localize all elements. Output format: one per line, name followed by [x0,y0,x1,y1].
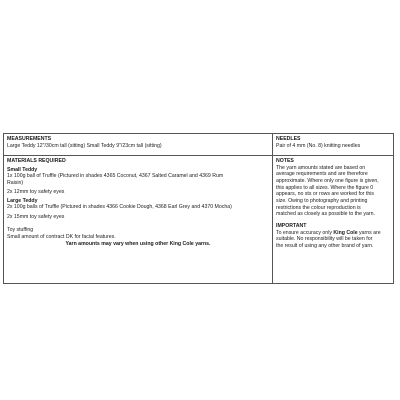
notes-line: restrictions the colour reproduction is [276,204,361,211]
contrast-yarn: Small amount of contract DK for facial features. [7,233,116,240]
notes-line: average requirements and are therefore [276,171,368,178]
large-teddy-yarn: 2x 100g balls of Truffle (Pictured in shades 4366 Cookie Dough, 4368 Earl Grey and 4370 Mocha) [7,204,232,211]
important-line: the result of using any other brand of yarn. [276,242,374,249]
materials-cell [4,156,272,284]
small-teddy-eyes: 2x 12mm toy safety eyes [7,189,65,196]
toy-stuffing: Toy stuffing [7,227,34,234]
brand-name: King Cole [333,229,358,236]
needles-heading: NEEDLES [276,136,301,142]
notes-line: this applies to all sizes. Where the figure 0 [276,184,374,191]
measurements-heading: MEASUREMENTS [7,136,52,142]
important-suffix: yarns are [357,229,381,236]
yarn-warning: Yarn amounts may vary when using other King Cole yarns. [65,240,211,247]
needles-text: Pair of 4 mm (No. 8) knitting needles [276,142,361,149]
needles-cell [273,134,394,156]
small-teddy-yarn-line-1: 1x 100g ball of Truffle (Pictured in shades 4365 Coconut, 4367 Salted Caramel and 4369 Rum [7,173,224,180]
notes-line: The yarn amounts stated are based on [276,164,366,171]
small-teddy-yarn-line-2: Raisin) [7,179,24,186]
large-teddy-eyes: 2x 15mm toy safety eyes [7,213,65,220]
pattern-info-table [3,133,394,284]
notes-heading: NOTES [276,158,294,164]
materials-heading: MATERIALS REQUIRED [7,158,66,164]
small-teddy-label: Small Teddy [7,166,38,173]
notes-line: matched as closely as possible to the yarn. [276,211,375,218]
measurements-cell [4,134,272,156]
notes-line: approximate. Where only one figure is given, [276,177,379,184]
large-teddy-label: Large Teddy [7,197,38,204]
important-line: suitable. No responsibility will be taken for [276,236,373,243]
notes-cell [273,156,394,284]
measurements-text: Large Teddy 12"/30cm tall (sitting) Small Teddy 9"/23cm tall (sitting) [7,142,162,149]
important-prefix: To ensure accuracy only [276,229,334,236]
notes-line: appears, no sts or rows are worked for this [276,191,375,198]
important-heading: IMPORTANT [276,222,307,229]
important-line-1 [276,230,391,237]
notes-line: size. Owing to photography and printing [276,197,368,204]
